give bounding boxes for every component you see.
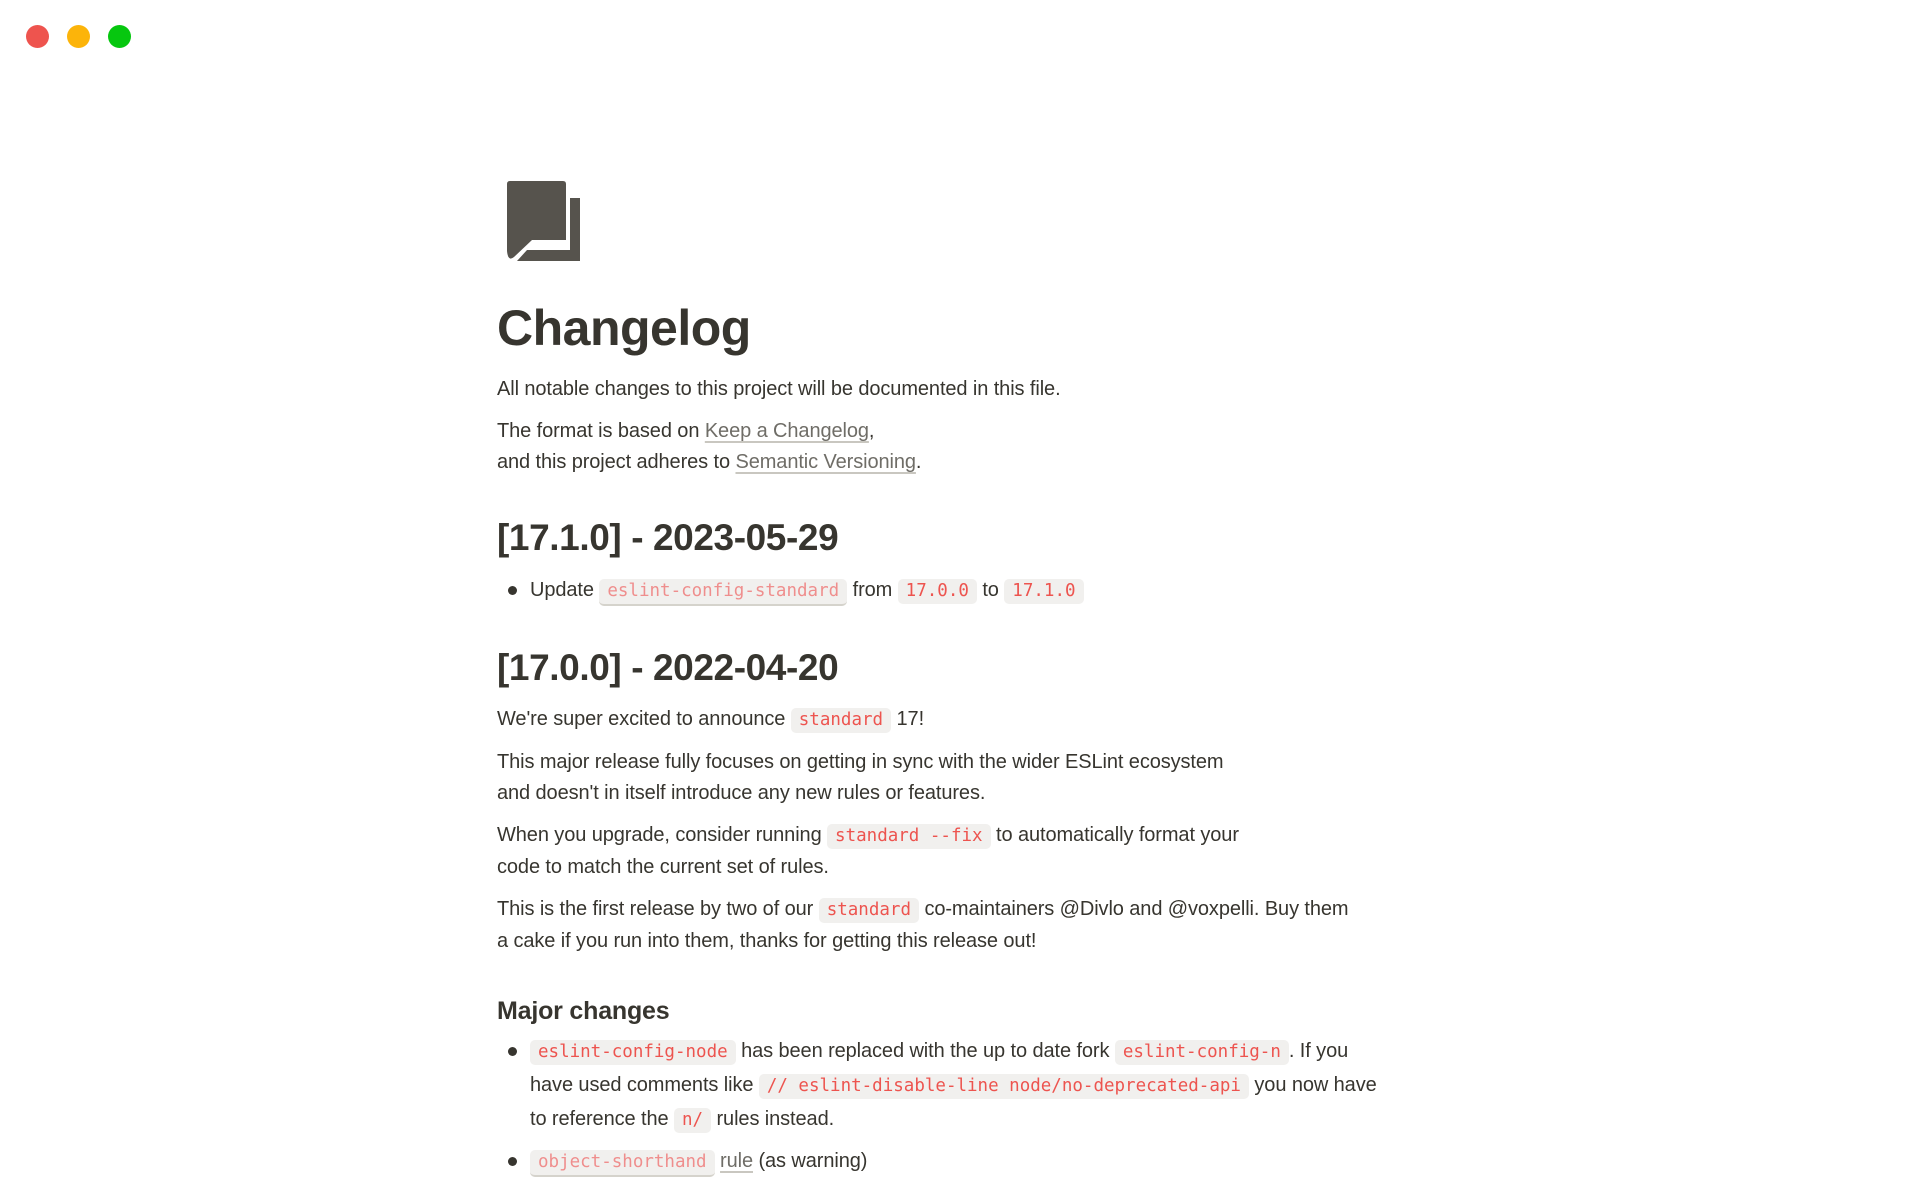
code-chip: standard — [819, 898, 919, 923]
link[interactable]: Semantic Versioning — [735, 451, 916, 473]
code-chip: // eslint-disable-line node/no-deprecated-api — [759, 1074, 1249, 1099]
bullet-list — [497, 574, 1477, 608]
text-run: a cake if you run into them, thanks for getting this release out! — [497, 930, 1037, 952]
text-run: code to match the current set of rules. — [497, 856, 829, 878]
close-button[interactable] — [26, 25, 49, 48]
zoom-button[interactable] — [108, 25, 131, 48]
bullet-marker — [508, 586, 517, 595]
section-heading: [17.1.0] - 2023-05-29 — [497, 517, 839, 558]
paragraph — [497, 820, 1477, 883]
text-run: to reference the — [530, 1108, 674, 1130]
bullet-list — [497, 1035, 1477, 1179]
text-run: to automatically format your — [990, 824, 1239, 846]
paragraph — [497, 416, 1477, 478]
text-run: has been replaced with the up to date fork — [735, 1040, 1115, 1062]
document-body — [497, 298, 1477, 1179]
text-run: from — [847, 579, 898, 601]
text-run: , — [868, 420, 875, 442]
text-run: you now have — [1248, 1074, 1377, 1096]
page-title: Changelog — [497, 300, 751, 356]
text-run: (as warning) — [753, 1150, 868, 1172]
paragraph — [497, 374, 1477, 405]
text-run: to — [976, 579, 1005, 601]
subsection-heading: Major changes — [497, 997, 670, 1025]
section-heading: [17.0.0] - 2022-04-20 — [497, 647, 839, 688]
text-run: 17! — [891, 708, 925, 730]
text-run: co-maintainers @Divlo and @voxpelli. Buy them — [918, 898, 1349, 920]
bullet-marker — [508, 1157, 517, 1166]
link[interactable]: Keep a Changelog — [704, 420, 869, 442]
text-run: Update — [530, 579, 600, 601]
text-run: We're super excited to announce — [497, 708, 791, 730]
journal-icon[interactable] — [507, 181, 581, 262]
code-chip: 17.1.0 — [1004, 579, 1083, 604]
text-run: This is the first release by two of our — [497, 898, 819, 920]
minimize-button[interactable] — [67, 25, 90, 48]
code-chip: 17.0.0 — [898, 579, 977, 604]
bullet-marker — [508, 1047, 517, 1056]
text-run: This major release fully focuses on getting in sync with the wider ESLint ecosystem — [497, 751, 1224, 773]
text-run: . If you — [1288, 1040, 1349, 1062]
paragraph — [497, 704, 1477, 736]
list-item — [497, 1145, 1477, 1179]
text-run: and this project adheres to — [497, 451, 736, 473]
text-run: All notable changes to this project will be documented in this file. — [497, 378, 1061, 400]
text-run: . — [915, 451, 922, 473]
code-chip: standard — [791, 708, 891, 733]
paragraph — [497, 894, 1477, 957]
text-run: rules instead. — [711, 1108, 835, 1130]
code-chip: eslint-config-node — [530, 1040, 736, 1065]
paragraph — [497, 747, 1477, 809]
list-item — [497, 1035, 1477, 1137]
link[interactable]: rule — [720, 1150, 753, 1172]
code-chip: standard --fix — [827, 824, 991, 849]
code-chip-link[interactable]: object-shorthand — [530, 1150, 715, 1177]
text-run: The format is based on — [497, 420, 705, 442]
code-chip-link[interactable]: eslint-config-standard — [599, 579, 847, 606]
journal-front-page — [507, 181, 566, 259]
code-chip: eslint-config-n — [1115, 1040, 1289, 1065]
window-controls — [26, 25, 131, 48]
text-run: and doesn't in itself introduce any new rules or features. — [497, 782, 986, 804]
text-run: have used comments like — [530, 1074, 759, 1096]
code-chip: n/ — [674, 1108, 711, 1133]
text-run: When you upgrade, consider running — [497, 824, 828, 846]
list-item — [497, 574, 1477, 608]
